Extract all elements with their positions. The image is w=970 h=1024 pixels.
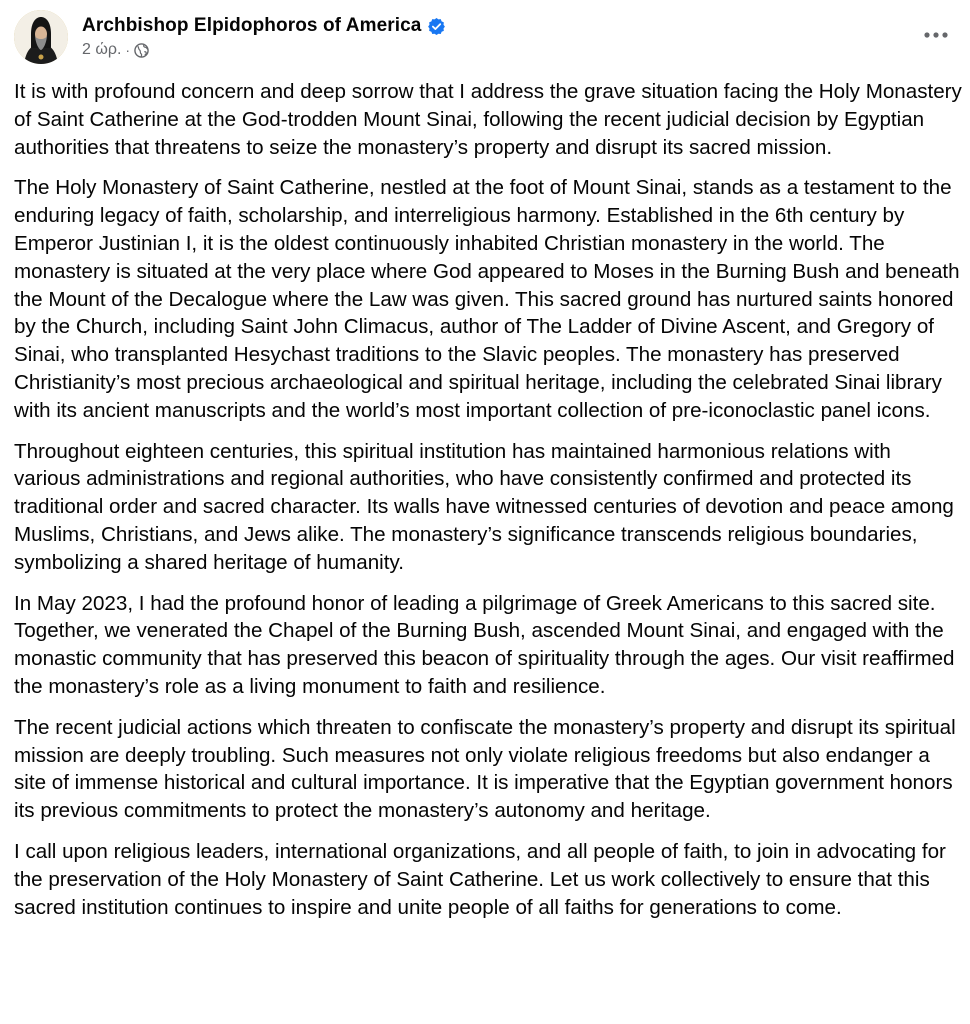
avatar-portrait-icon	[14, 10, 68, 64]
post-paragraph: It is with profound concern and deep sorrow that I address the grave situation facing the Holy Monastery of Saint Catherine at the God-trodden Mount Sinai, following the recent judicial decision by Egyptian authorities that threatens to seize the monastery’s property and disrupt its sacred mission.	[14, 80, 962, 159]
author-avatar[interactable]	[14, 10, 68, 64]
more-options-button[interactable]	[916, 20, 956, 50]
globe-icon[interactable]	[134, 43, 149, 58]
post-paragraph: I call upon religious leaders, international organizations, and all people of faith, to join in advocating for the preservation of the Holy Monastery of Saint Catherine. Let us work collectively to ensure that this sacred institution continues to inspire and unite people of all faiths for generations to come.	[14, 839, 946, 919]
author-block	[82, 13, 445, 59]
post-meta	[82, 41, 445, 59]
post-paragraph: Throughout eighteen centuries, this spiritual institution has maintained harmonious relations with various administrations and regional authorities, who have consistently confirmed and protected its traditional order and sacred character. Its walls have witnessed centuries of devotion and peace among Muslims, Christians, and Jews alike. The monastery’s significance transcends religious boundaries, symbolizing a shared heritage of humanity.	[14, 439, 954, 574]
post-header	[14, 10, 958, 66]
post-body	[14, 78, 962, 934]
author-line	[82, 13, 445, 39]
author-name[interactable]: Archbishop Elpidophoros of America	[82, 15, 422, 36]
post-paragraph: The recent judicial actions which threaten to confiscate the monastery’s property and disrupt its spiritual mission are deeply troubling. Such measures not only violate religious freedoms but also endanger a site of immense historical and cultural importance. It is imperative that the Egyptian government honors its previous commitments to protect the monastery’s autonomy and heritage.	[14, 715, 956, 823]
meta-separator: ·	[125, 42, 131, 58]
verified-badge-icon	[428, 18, 445, 35]
more-horizontal-icon	[923, 31, 949, 39]
post-timestamp[interactable]: 2 ώρ.	[82, 41, 122, 58]
post-paragraph: The Holy Monastery of Saint Catherine, nestled at the foot of Mount Sinai, stands as a testament to the enduring legacy of faith, scholarship, and interreligious harmony. Established in the 6th century by Emperor Justinian I, it is the oldest continuously inhabited Christian monastery in the world. The monastery is situated at the very place where God appeared to Moses in the Burning Bush and beneath the Mount of the Decalogue where the Law was given. This sacred ground has nurtured saints honored by the Church, including Saint John Climacus, author of The Ladder of Divine Ascent, and Gregory of Sinai, who transplanted Hesychast traditions to the Slavic peoples. The monastery has preserved Christianity’s most precious archaeological and spiritual heritage, including the celebrated Sinai library with its ancient manuscripts and the world’s most important collection of pre-iconoclastic panel icons.	[14, 176, 960, 422]
post-paragraph: In May 2023, I had the profound honor of leading a pilgrimage of Greek Americans to this sacred site. Together, we venerated the Chapel of the Burning Bush, ascended Mount Sinai, and engaged with the monastic community that has preserved this beacon of spirituality through the ages. Our visit reaffirmed the monastery’s role as a living monument to faith and resilience.	[14, 591, 955, 698]
